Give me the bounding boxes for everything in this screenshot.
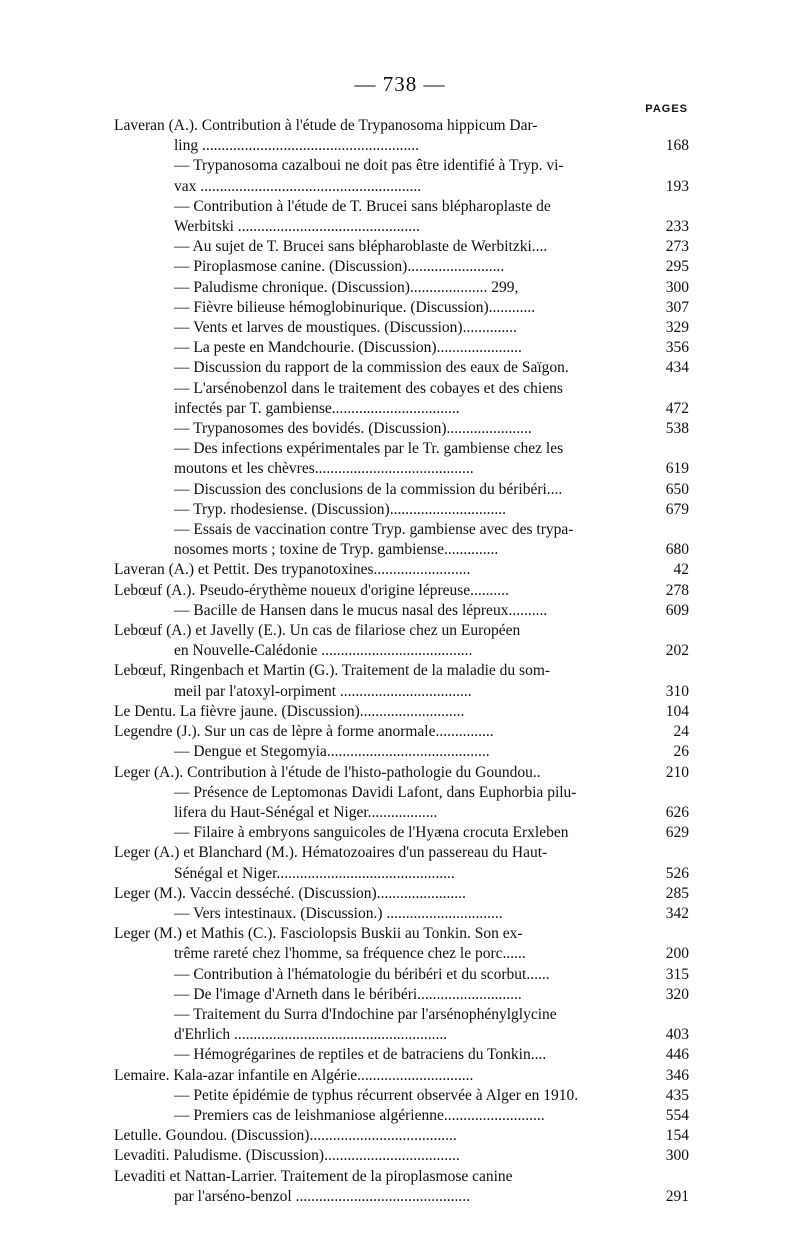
index-entry xyxy=(114,540,689,560)
index-entry xyxy=(114,419,689,439)
index-entry xyxy=(114,1167,689,1187)
entry-page-number: 295 xyxy=(665,258,689,276)
entry-page-number: 356 xyxy=(665,339,689,357)
index-entry xyxy=(114,257,689,277)
entry-page-number: 154 xyxy=(665,1127,689,1145)
entry-text: — Petite épidémie de typhus récurrent observée à Alger en 1910. xyxy=(174,1086,579,1104)
entry-page-number: 291 xyxy=(665,1187,689,1205)
entry-page-number: 346 xyxy=(665,1066,689,1084)
index-entry xyxy=(114,318,689,338)
index-entry xyxy=(114,338,689,358)
entry-text: — Trypanosomes des bovidés. (Discussion)...................... xyxy=(174,420,532,438)
entry-text: Werbitski ............................................... xyxy=(174,218,420,236)
entry-text: Lebœuf (A.) et Javelly (E.). Un cas de filariose chez un Européen xyxy=(114,622,521,640)
index-entry xyxy=(114,661,689,681)
index-entry xyxy=(114,560,689,580)
entry-page-number: 202 xyxy=(665,642,689,660)
entry-text: vax ......................................................... xyxy=(174,177,422,195)
index-entry xyxy=(114,1106,689,1126)
index-entry xyxy=(114,843,689,863)
index-entry xyxy=(114,601,689,621)
index-entry xyxy=(114,237,689,257)
index-entry xyxy=(114,217,689,237)
entry-text: — Vers intestinaux. (Discussion.) .............................. xyxy=(174,904,503,922)
entry-page-number: 285 xyxy=(665,884,689,902)
entry-page-number: 307 xyxy=(665,298,689,316)
index-entry xyxy=(114,581,689,601)
entry-page-number: 329 xyxy=(665,319,689,337)
entry-text: Lemaire. Kala-azar infantile en Algérie.............................. xyxy=(114,1066,474,1084)
entry-text: — Trypanosoma cazalboui ne doit pas être identifié à Tryp. vi- xyxy=(174,157,564,175)
entry-page-number: 679 xyxy=(665,500,689,518)
index-entry xyxy=(114,136,689,156)
entry-text: — Traitement du Surra d'Indochine par l'arsénophénylglycine xyxy=(174,1005,557,1023)
entry-text: Lebœuf, Ringenbach et Martin (G.). Traitement de la maladie du som- xyxy=(114,662,551,680)
entry-page-number: 104 xyxy=(665,702,689,720)
index-entry xyxy=(114,1066,689,1086)
index-entry xyxy=(114,621,689,641)
entry-text: — Contribution à l'hématologie du béribéri et du scorbut...... xyxy=(174,965,550,983)
index-entry xyxy=(114,884,689,904)
index-entry xyxy=(114,500,689,520)
entry-page-number: 619 xyxy=(665,460,689,478)
entry-text: — Discussion du rapport de la commission des eaux de Saïgon. xyxy=(174,359,569,377)
entry-page-number: 526 xyxy=(665,864,689,882)
entry-page-number: 193 xyxy=(665,177,689,195)
index-entry xyxy=(114,116,689,136)
entry-text: — Essais de vaccination contre Tryp. gambiense avec des trypa- xyxy=(174,521,574,539)
entry-text: moutons et les chèvres......................................... xyxy=(174,460,474,478)
index-entry xyxy=(114,399,689,419)
entry-text: Leger (M.). Vaccin desséché. (Discussion)....................... xyxy=(114,884,466,902)
index-entry xyxy=(114,278,689,298)
entry-page-number: 300 xyxy=(665,278,689,296)
index-entry xyxy=(114,379,689,399)
index-entry xyxy=(114,682,689,702)
entry-page-number: 42 xyxy=(673,561,689,579)
index-entry xyxy=(114,924,689,944)
entry-page-number: 320 xyxy=(665,985,689,1003)
entry-page-number: 472 xyxy=(665,399,689,417)
entry-text: meil par l'atoxyl-orpiment .................................. xyxy=(174,682,472,700)
index-entry xyxy=(114,965,689,985)
index-entry xyxy=(114,1045,689,1065)
entry-text: Leger (A.) et Blanchard (M.). Hématozoaires d'un passereau du Haut- xyxy=(114,844,548,862)
entry-text: infectés par T. gambiense................................. xyxy=(174,399,460,417)
index-entry xyxy=(114,1146,689,1166)
entry-text: — Paludisme chronique. (Discussion).................... 299, xyxy=(174,278,519,296)
entry-page-number: 200 xyxy=(665,945,689,963)
entry-text: — Contribution à l'étude de T. Brucei sans blépharoplaste de xyxy=(174,197,551,215)
index-entry xyxy=(114,459,689,479)
entry-text: Levaditi. Paludisme. (Discussion)................................... xyxy=(114,1147,460,1165)
index-entry xyxy=(114,763,689,783)
entry-page-number: 26 xyxy=(673,743,689,761)
entry-text: — Discussion des conclusions de la commission du béribéri.... xyxy=(174,480,563,498)
entry-text: — De l'image d'Arneth dans le béribéri........................... xyxy=(174,985,522,1003)
entry-text: ling ........................................................ xyxy=(174,137,419,155)
index-entry xyxy=(114,439,689,459)
entry-text: — Hémogrégarines de reptiles et de batraciens du Tonkin.... xyxy=(174,1046,547,1064)
entry-text: — Filaire à embryons sanguicoles de l'Hyæna crocuta Erxleben xyxy=(174,824,569,842)
entry-text: nosomes morts ; toxine de Tryp. gambiense.............. xyxy=(174,541,499,559)
index-entry xyxy=(114,702,689,722)
index-entry xyxy=(114,742,689,762)
entry-text: Legendre (J.). Sur un cas de lèpre à forme anormale............... xyxy=(114,723,494,741)
entry-text: — Vents et larves de moustiques. (Discussion).............. xyxy=(174,319,517,337)
entry-text: Laveran (A.) et Pettit. Des trypanotoxines......................... xyxy=(114,561,471,579)
index-entry xyxy=(114,1005,689,1025)
index-entry xyxy=(114,298,689,318)
entry-page-number: 629 xyxy=(665,824,689,842)
index-entry xyxy=(114,904,689,924)
entry-text: — Tryp. rhodesiense. (Discussion).............................. xyxy=(174,500,506,518)
entry-page-number: 680 xyxy=(665,541,689,559)
entry-text: Lebœuf (A.). Pseudo-érythème noueux d'origine lépreuse.......... xyxy=(114,581,509,599)
entry-text: Letulle. Goundou. (Discussion)...................................... xyxy=(114,1127,457,1145)
page-number: — 738 — xyxy=(354,72,446,96)
entry-page-number: 650 xyxy=(665,480,689,498)
entry-page-number: 609 xyxy=(665,601,689,619)
index-entry xyxy=(114,156,689,176)
entry-text: Le Dentu. La fièvre jaune. (Discussion)........................... xyxy=(114,702,465,720)
index-entry xyxy=(114,1126,689,1146)
entry-text: — Piroplasmose canine. (Discussion)......................... xyxy=(174,258,505,276)
author-index xyxy=(114,116,689,1207)
entry-text: Levaditi et Nattan-Larrier. Traitement de la piroplasmose canine xyxy=(114,1167,513,1185)
index-entry xyxy=(114,985,689,1005)
entry-page-number: 626 xyxy=(665,803,689,821)
index-entry xyxy=(114,358,689,378)
entry-page-number: 300 xyxy=(665,1147,689,1165)
index-entry xyxy=(114,722,689,742)
index-entry xyxy=(114,1025,689,1045)
entry-text: — Fièvre bilieuse hémoglobinurique. (Discussion)............ xyxy=(174,298,536,316)
index-entry xyxy=(114,197,689,217)
entry-page-number: 278 xyxy=(665,581,689,599)
pages-column-heading: PAGES xyxy=(645,103,688,115)
index-entry xyxy=(114,803,689,823)
index-entry xyxy=(114,823,689,843)
index-entry xyxy=(114,783,689,803)
entry-text: — Présence de Leptomonas Davidi Lafont, dans Euphorbia pilu- xyxy=(174,783,577,801)
entry-page-number: 538 xyxy=(665,420,689,438)
entry-page-number: 315 xyxy=(665,965,689,983)
entry-text: — Dengue et Stegomyia.......................................... xyxy=(174,743,490,761)
index-entry xyxy=(114,177,689,197)
entry-text: — Des infections expérimentales par le Tr. gambiense chez les xyxy=(174,440,564,458)
entry-text: d'Ehrlich ....................................................... xyxy=(174,1026,448,1044)
entry-page-number: 273 xyxy=(665,238,689,256)
entry-page-number: 233 xyxy=(665,218,689,236)
entry-page-number: 168 xyxy=(665,137,689,155)
entry-page-number: 24 xyxy=(673,723,689,741)
entry-text: par l'arséno-benzol ............................................. xyxy=(174,1187,470,1205)
index-entry xyxy=(114,641,689,661)
entry-page-number: 310 xyxy=(665,682,689,700)
entry-text: Laveran (A.). Contribution à l'étude de Trypanosoma hippicum Dar- xyxy=(114,117,538,134)
entry-page-number: 434 xyxy=(665,359,689,377)
entry-page-number: 554 xyxy=(665,1106,689,1124)
index-entry xyxy=(114,944,689,964)
entry-text: — Premiers cas de leishmaniose algérienne.......................... xyxy=(174,1106,545,1124)
entry-text: — L'arsénobenzol dans le traitement des cobayes et des chiens xyxy=(174,379,563,397)
index-entry xyxy=(114,480,689,500)
entry-text: — Au sujet de T. Brucei sans blépharoblaste de Werbitzki.... xyxy=(174,238,548,256)
entry-text: Leger (M.) et Mathis (C.). Fasciolopsis Buskii au Tonkin. Son ex- xyxy=(114,925,523,943)
entry-page-number: 435 xyxy=(665,1086,689,1104)
entry-page-number: 342 xyxy=(665,904,689,922)
index-entry xyxy=(114,1187,689,1207)
entry-text: lifera du Haut-Sénégal et Niger.................. xyxy=(174,803,438,821)
entry-text: en Nouvelle-Calédonie ....................................... xyxy=(174,642,473,660)
entry-text: Sénégal et Niger.............................................. xyxy=(174,864,455,882)
entry-page-number: 403 xyxy=(665,1026,689,1044)
index-entry xyxy=(114,864,689,884)
entry-text: — Bacille de Hansen dans le mucus nasal des lépreux.......... xyxy=(174,601,548,619)
entry-page-number: 210 xyxy=(665,763,689,781)
entry-page-number: 446 xyxy=(665,1046,689,1064)
entry-text: trême rareté chez l'homme, sa fréquence chez le porc...... xyxy=(174,945,526,963)
entry-text: — La peste en Mandchourie. (Discussion)...................... xyxy=(174,339,522,357)
index-entry xyxy=(114,1086,689,1106)
index-entry xyxy=(114,520,689,540)
entry-text: Leger (A.). Contribution à l'étude de l'histo-pathologie du Goundou.. xyxy=(114,763,541,781)
